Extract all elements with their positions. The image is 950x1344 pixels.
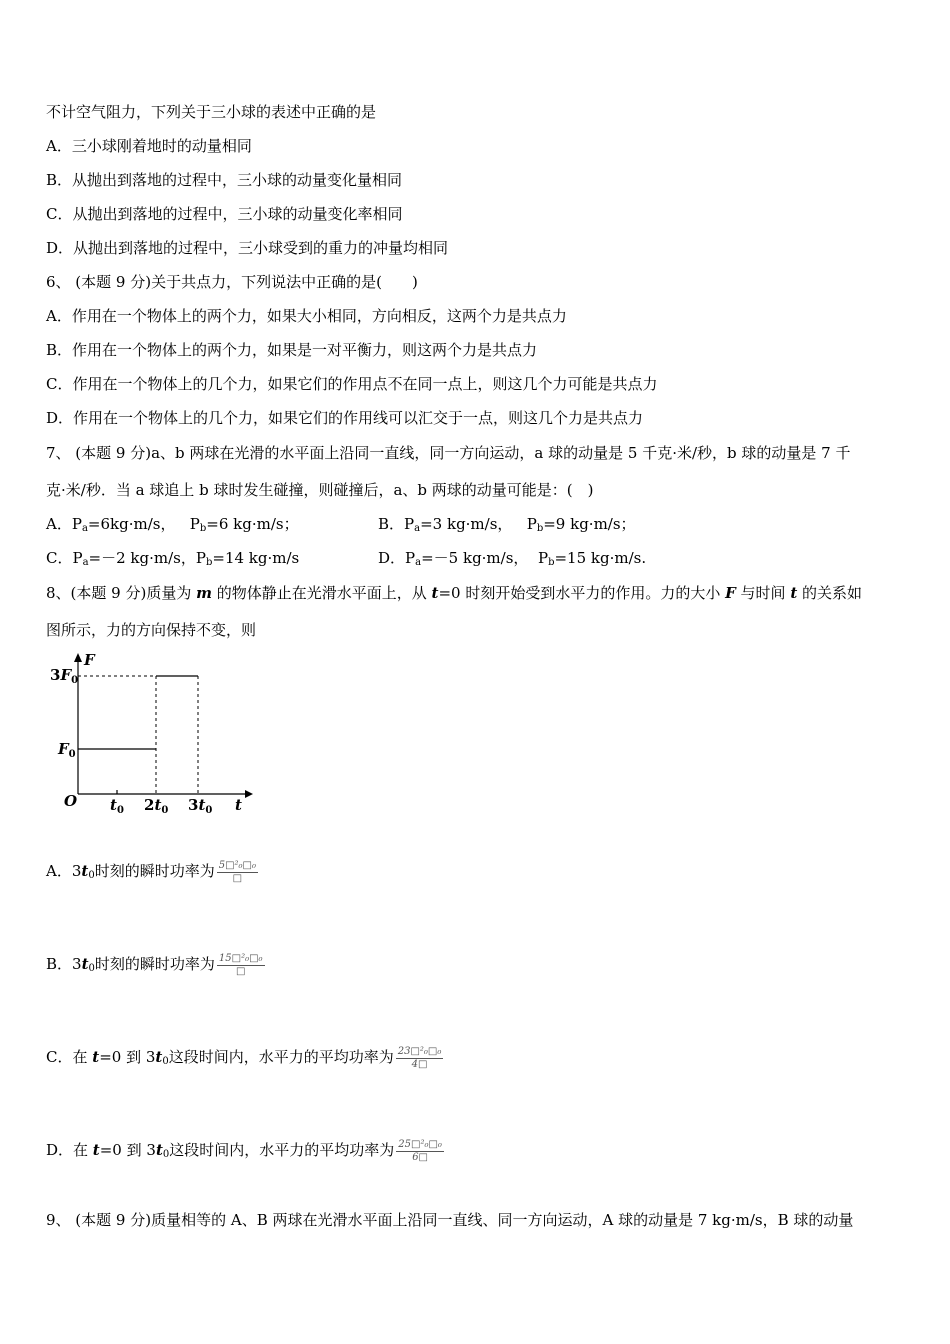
q8-c-fraction: $\frac{\text{23□²₀□₀}}{4□}$: [397, 1045, 442, 1070]
x-tick-t0: $t_0$: [110, 796, 124, 816]
q7-stem-line1: 7、 (本题 9 分)a、b 两球在光滑的水平面上沿同一直线，同一方向运动，a 球的动量是 5 千克·米/秒，b 球的动量是 7 千: [46, 444, 851, 462]
q8-stem-line1: 8、(本题 9 分)质量为 m 的物体静止在光滑水平面上，从 t=0 时刻开始受到水平力的作用。力的大小 F 与时间 t 的关系如: [46, 584, 863, 602]
q7-option-b: B．$P_a=3$ kg·m/s， $P_b=9$ kg·m/s；: [378, 515, 636, 534]
q8-option-b: B．$3t_0$时刻的瞬时功率为 $\frac{\text{15□²₀□₀}}{□}$: [46, 952, 263, 977]
q7-stem-line2: 克·米/秒．当 a 球追上 b 球时发生碰撞，则碰撞后，a、b 两球的动量可能是：( ): [46, 481, 594, 499]
q8-option-d: D．在 t=0 到 $3t_0$这段时间内，水平力的平均功率为 $\frac{\text{25□²₀□₀}}{6□}$: [46, 1138, 442, 1163]
q5-option-d: D．从抛出到落地的过程中，三小球受到的重力的冲量均相同: [46, 239, 449, 257]
f-axis-arrow: [74, 653, 82, 662]
x-tick-3t0: $3t_0$: [188, 796, 213, 816]
origin-label: O: [64, 792, 78, 810]
q6-stem: 6、 (本题 9 分)关于共点力，下列说法中正确的是( ): [46, 273, 418, 291]
q9-stem: 9、 (本题 9 分)质量相等的 A、B 两球在光滑水平面上沿同一直线、同一方向运动，A 球的动量是 7 kg·m/s，B 球的动量: [46, 1211, 854, 1229]
y-tick-3f0: $3F_0$: [50, 666, 79, 686]
q6-option-d: D．作用在一个物体上的几个力，如果它们的作用线可以汇交于一点，则这几个力是共点力: [46, 409, 644, 427]
t-axis-arrow: [245, 790, 253, 798]
t-axis-label: t: [235, 796, 242, 814]
q8-stem-line2: 图所示，力的方向保持不变，则: [46, 621, 257, 639]
q6-option-c: C．作用在一个物体上的几个力，如果它们的作用点不在同一点上，则这几个力可能是共点力: [46, 375, 658, 393]
q7-options-row1: [46, 514, 906, 539]
q7-option-c: C．$P_a=-2$ kg·m/s，$P_b=14$ kg·m/s: [46, 549, 300, 568]
q5-option-c: C．从抛出到落地的过程中，三小球的动量变化率相同: [46, 205, 403, 223]
f-axis-label: F: [84, 651, 95, 669]
x-tick-2t0: $2t_0$: [144, 796, 169, 816]
q8-b-fraction: $\frac{\text{15□²₀□₀}}{□}$: [218, 952, 263, 977]
q8-a-fraction: $\frac{\text{5□²₀□₀}}{□}$: [218, 859, 257, 884]
q5-option-b: B．从抛出到落地的过程中，三小球的动量变化量相同: [46, 171, 403, 189]
q6-option-a: A．作用在一个物体上的两个力，如果大小相同，方向相反，这两个力是共点力: [46, 307, 567, 325]
force-time-graph: [40, 650, 260, 820]
q7-option-d: D．$P_a=-5$ kg·m/s， $P_b=15$ kg·m/s.: [378, 549, 647, 568]
q8-option-a: A．$3t_0$时刻的瞬时功率为 $\frac{\text{5□²₀□₀}}{□}$: [46, 859, 257, 884]
y-tick-f0: $F_0$: [58, 740, 76, 760]
q5-stem: 不计空气阻力，下列关于三小球的表述中正确的是: [46, 103, 377, 121]
q8-option-c: C．在 t=0 到 $3t_0$这段时间内，水平力的平均功率为 $\frac{\text{23□²₀□₀}}{4□}$: [46, 1045, 442, 1070]
q8-d-fraction: $\frac{\text{25□²₀□₀}}{6□}$: [398, 1138, 442, 1163]
q5-option-a: A．三小球刚着地时的动量相同: [46, 137, 252, 155]
q7-options-row2: [46, 548, 906, 573]
q6-option-b: B．作用在一个物体上的两个力，如果是一对平衡力，则这两个力是共点力: [46, 341, 538, 359]
q7-option-a: A．$P_a=6kg\cdot m/s$， $P_b=6$ kg·m/s；: [46, 515, 299, 534]
